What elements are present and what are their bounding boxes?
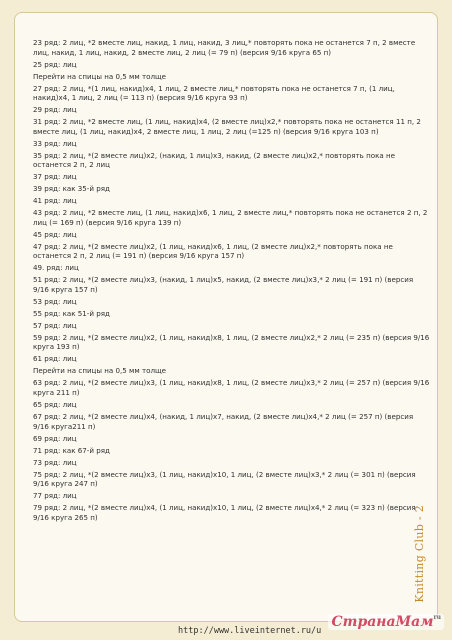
text-line: 75 ряд: 2 лиц, *(2 вместе лиц)х3, (1 лиц, накид)х10, 1 лиц, (2 вместе лиц)х3,* 2 лиц (= 301 п) (версия <box>33 469 416 479</box>
text-line: 31 ряд: 2 лиц, *2 вместе лиц, (1 лиц, накид)х4, (2 вместе лиц)х2,* повторять пока не останется 11 п, 2 <box>33 117 421 127</box>
text-line: 25 ряд: лиц <box>33 59 77 69</box>
text-line: 49. ряд: лиц <box>33 263 79 273</box>
text-line: 33 ряд: лиц <box>33 138 77 148</box>
logo-text: СтранаМам <box>331 614 434 630</box>
logo-suffix: ru <box>433 614 441 621</box>
site-logo <box>328 614 444 630</box>
text-line: останется 2 п, 2 лиц <box>33 160 110 170</box>
text-line: накид)х4, 1 лиц, 2 лиц (= 113 п) (версия 9/16 круга 93 п) <box>33 93 248 103</box>
text-line: 53 ряд: лиц <box>33 296 77 306</box>
text-line: 63 ряд: 2 лиц, *(2 вместе лиц)х3, (1 лиц, накид)х8, 1 лиц, (2 вместе лиц)х3,* 2 лиц (= 257 п) (версия 9/16 <box>33 378 430 388</box>
text-line: вместе лиц, (1 лиц, накид)х4, 2 вместе лиц, 1 лиц, 2 лиц (=125 п) (версия 9/16 круга 103 п) <box>33 126 379 136</box>
footer-url[interactable]: http://www.liveinternet.ru/u <box>178 626 322 636</box>
text-line: 71 ряд: как 67-й ряд <box>33 445 110 455</box>
text-line: 27 ряд: 2 лиц, *(1 лиц, накид)х4, 1 лиц, 2 вместе лиц,* повторять пока не останется 7 п, (1 лиц, <box>33 83 395 93</box>
text-line: 59 ряд: 2 лиц, *(2 вместе лиц)х2, (1 лиц, накид)х8, 1 лиц, (2 вместе лиц)х2,* 2 лиц (= 235 п) (версия 9/16 <box>33 332 430 342</box>
text-line: 29 ряд: лиц <box>33 105 77 115</box>
text-line: 61 ряд: лиц <box>33 354 77 364</box>
text-line: 9/16 круга 247 п) <box>33 479 98 489</box>
text-line: круга 211 п) <box>33 388 80 397</box>
text-line: 67 ряд: 2 лиц, *(2 вместе лиц)х4, (накид, 1 лиц)х7, накид, (2 вместе лиц)х4,* 2 лиц (= 257 п) (версия <box>33 411 414 421</box>
text-line: 57 ряд: лиц <box>33 320 77 330</box>
text-line: останется 2 п, 2 лиц (= 191 п) (версия 9/16 круга 157 п) <box>33 251 245 261</box>
text-line: 35 ряд: 2 лиц, *(2 вместе лиц)х2, (накид, 1 лиц)х3, накид, (2 вместе лиц)х2,* повторять пока не <box>33 150 395 160</box>
text-line: 41 ряд: лиц <box>33 196 77 206</box>
text-line: 47 ряд: 2 лиц, *(2 вместе лиц)х2, (1 лиц, накид)х6, 1 лиц, (2 вместе лиц)х2,* повторять пока не <box>33 241 393 251</box>
text-line: 77 ряд: лиц <box>33 491 77 501</box>
text-line: 37 ряд: лиц <box>33 172 77 182</box>
text-line: 55 ряд: как 51-й ряд <box>33 308 110 318</box>
text-line: 9/16 круга 157 п) <box>33 284 98 294</box>
text-line: 79 ряд: 2 лиц, *(2 вместе лиц)х4, (1 лиц, накид)х10, 1 лиц, (2 вместе лиц)х4,* 2 лиц (= 323 п) (версия <box>33 503 416 513</box>
text-line: лиц (= 169 п) (версия 9/16 круга 139 п) <box>33 217 182 227</box>
text-line: 9/16 круга 265 п) <box>33 512 98 522</box>
text-line: лиц, накид, 1 лиц, накид, 2 вместе лиц, 2 лиц (= 79 п) (версия 9/16 круга 65 п) <box>33 47 332 57</box>
text-line: 69 ряд: лиц <box>33 433 77 443</box>
text-line: 23 ряд: 2 лиц, *2 вместе лиц, накид, 1 лиц, накид, 3 лиц,* повторять пока не останется 7 п, 2 вместе <box>33 38 416 47</box>
text-line: Перейти на спицы на 0,5 мм толще <box>33 71 167 81</box>
pattern-text <box>33 38 430 522</box>
text-line: круга 193 п) <box>33 342 80 352</box>
text-line: 45 ряд: лиц <box>33 229 77 239</box>
text-line: Перейти на спицы на 0,5 мм толще <box>33 366 167 376</box>
text-line: 73 ряд: лиц <box>33 457 77 467</box>
text-line: 43 ряд: 2 лиц, *2 вместе лиц, (1 лиц, накид)х6, 1 лиц, 2 вместе лиц,* повторять пока не останется 2 п, 2 <box>33 208 428 218</box>
text-line: 65 ряд: лиц <box>33 399 77 409</box>
document-page <box>14 12 438 622</box>
side-title: Knitting Club - 2 <box>413 505 426 603</box>
text-line: 39 ряд: как 35-й ряд <box>33 184 110 194</box>
text-line: 51 ряд: 2 лиц, *(2 вместе лиц)х3, (накид, 1 лиц)х5, накид, (2 вместе лиц)х3,* 2 лиц (= 191 п) (версия <box>33 275 414 285</box>
text-line: 9/16 круга211 п) <box>33 421 96 431</box>
